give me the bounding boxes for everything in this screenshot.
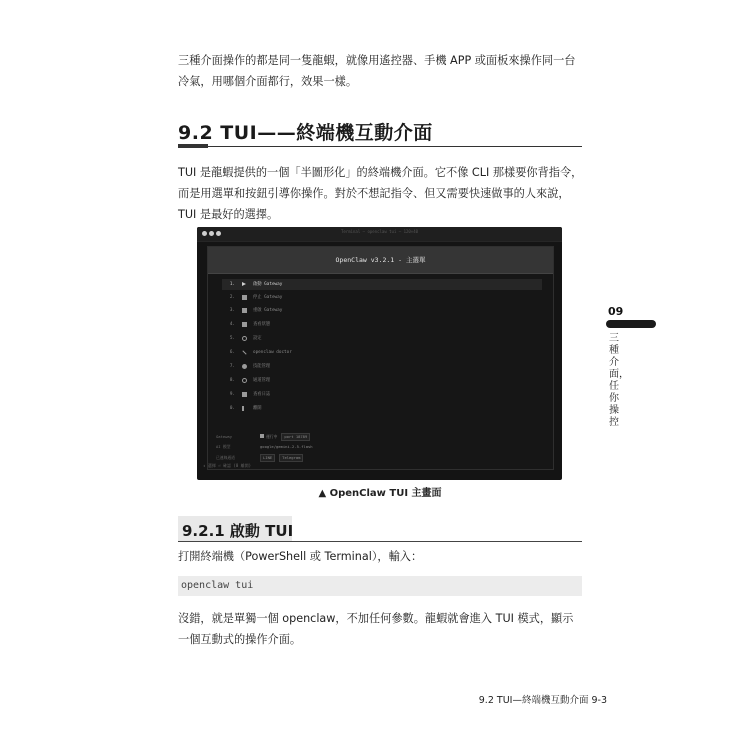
tui-header — [208, 247, 553, 274]
status-gateway-label: Gateway — [216, 434, 233, 439]
code-command: openclaw tui — [181, 580, 254, 591]
status-channels-value — [260, 453, 303, 462]
gateway-port-tag: port 18789 — [281, 433, 310, 441]
menu-item-label: 重啟 Gateway — [253, 308, 283, 313]
menu-item-doctor[interactable] — [222, 347, 542, 358]
menu-item-logs[interactable] — [222, 389, 542, 400]
status-gateway — [216, 432, 308, 441]
menu-item-number: 0. — [229, 406, 235, 411]
subsection-title: 9.2.1 啟動 TUI — [182, 522, 294, 540]
menu-item-number: 1. — [229, 282, 235, 287]
tui-screenshot — [197, 227, 562, 480]
status-channels-label: 已連線通道 — [216, 455, 235, 460]
menu-item-number: 9. — [229, 392, 235, 397]
menu-item-restart-gateway[interactable] — [222, 305, 542, 316]
menu-item-exit[interactable] — [222, 403, 542, 414]
terminal-window-title: Terminal — openclaw tui — 120×40 — [340, 229, 419, 234]
figure-caption: ▲ OpenClaw TUI 主畫面 — [318, 488, 442, 499]
menu-item-label: 停止 Gateway — [253, 295, 283, 300]
menu-item-settings[interactable] — [222, 333, 542, 344]
terminal-titlebar — [197, 227, 562, 242]
open-terminal-paragraph: 打開終端機（PowerShell 或 Terminal），輸入： — [178, 550, 423, 563]
tui-header-title: OpenClaw v3.2.1 - 主選單 — [335, 256, 426, 264]
menu-item-number: 3. — [229, 308, 235, 313]
wrench-icon — [242, 350, 246, 354]
skill-icon — [242, 364, 247, 369]
restart-icon — [242, 308, 247, 313]
tui-footer-hint: ↕ 選擇 ⏎ 確認 (0 離開) — [203, 463, 252, 468]
menu-item-number: 8. — [229, 378, 235, 383]
play-icon — [242, 282, 246, 286]
menu-item-label: 啟動 Gateway — [253, 282, 283, 287]
menu-item-number: 2. — [229, 295, 235, 300]
chapter-number: 09 — [608, 305, 624, 318]
running-indicator-icon — [260, 434, 264, 438]
gear-icon — [242, 336, 247, 341]
menu-item-status[interactable] — [222, 319, 542, 330]
channel-icon — [242, 378, 247, 383]
menu-item-number: 6. — [229, 350, 235, 355]
chapter-tab-bar — [606, 320, 656, 328]
menu-item-label: 技能管理 — [253, 364, 271, 369]
title-underline — [178, 146, 582, 147]
status-model-value: google/gemini-2.5-flash — [260, 444, 313, 449]
menu-item-number: 7. — [229, 364, 235, 369]
log-icon — [242, 392, 247, 397]
menu-item-label: 查看日誌 — [253, 392, 271, 397]
title-underline-accent — [178, 144, 208, 148]
menu-item-label: 離開 — [253, 406, 262, 411]
page-footer: 9.2 TUI—終端機互動介面 9-3 — [478, 695, 607, 706]
menu-item-skills[interactable] — [222, 361, 542, 372]
stop-icon — [242, 295, 247, 300]
section-title: 9.2 TUI——終端機互動介面 — [178, 122, 433, 144]
menu-item-label: 通道管理 — [253, 378, 271, 383]
menu-item-label: 設定 — [253, 336, 262, 341]
status-gateway-value — [260, 432, 310, 441]
channel-tag-telegram: Telegram — [279, 454, 303, 462]
menu-item-number: 5. — [229, 336, 235, 341]
channel-tag-line: LINE — [260, 454, 275, 462]
status-model-label: AI 模型 — [216, 444, 231, 449]
menu-item-start-gateway[interactable] — [222, 279, 542, 290]
menu-item-stop-gateway[interactable] — [222, 292, 542, 303]
status-icon — [242, 322, 247, 327]
closing-paragraph: 沒錯，就是單獨一個 openclaw，不加任何參數。龍蝦就會進入 TUI 模式，顯示一個互動式的操作介面。 — [178, 612, 574, 646]
subsection-underline — [178, 541, 582, 542]
menu-item-channels[interactable] — [222, 375, 542, 386]
status-channels — [216, 453, 301, 462]
chapter-title-vertical: 三種介面，任你操控 — [609, 333, 629, 428]
status-model — [216, 442, 313, 451]
exit-icon — [242, 406, 244, 411]
tui-panel — [207, 246, 554, 470]
gateway-state-text: 運行中 — [266, 434, 278, 439]
menu-item-label: 查看狀態 — [253, 322, 271, 327]
intro-paragraph: 三種介面操作的都是同一隻龍蝦，就像用遙控器、手機 APP 或面板來操作同一台冷氣，用哪個介面都行，效果一樣。 — [178, 54, 576, 88]
tui-description-paragraph: TUI 是龍蝦提供的一個「半圖形化」的終端機介面。它不像 CLI 那樣要你背指令，而是用選單和按鈕引導你操作。對於不想記指令、但又需要快速做事的人來說，TUI 是最好的選擇。 — [178, 166, 583, 221]
menu-item-label: openclaw doctor — [253, 350, 292, 355]
menu-item-number: 4. — [229, 322, 235, 327]
